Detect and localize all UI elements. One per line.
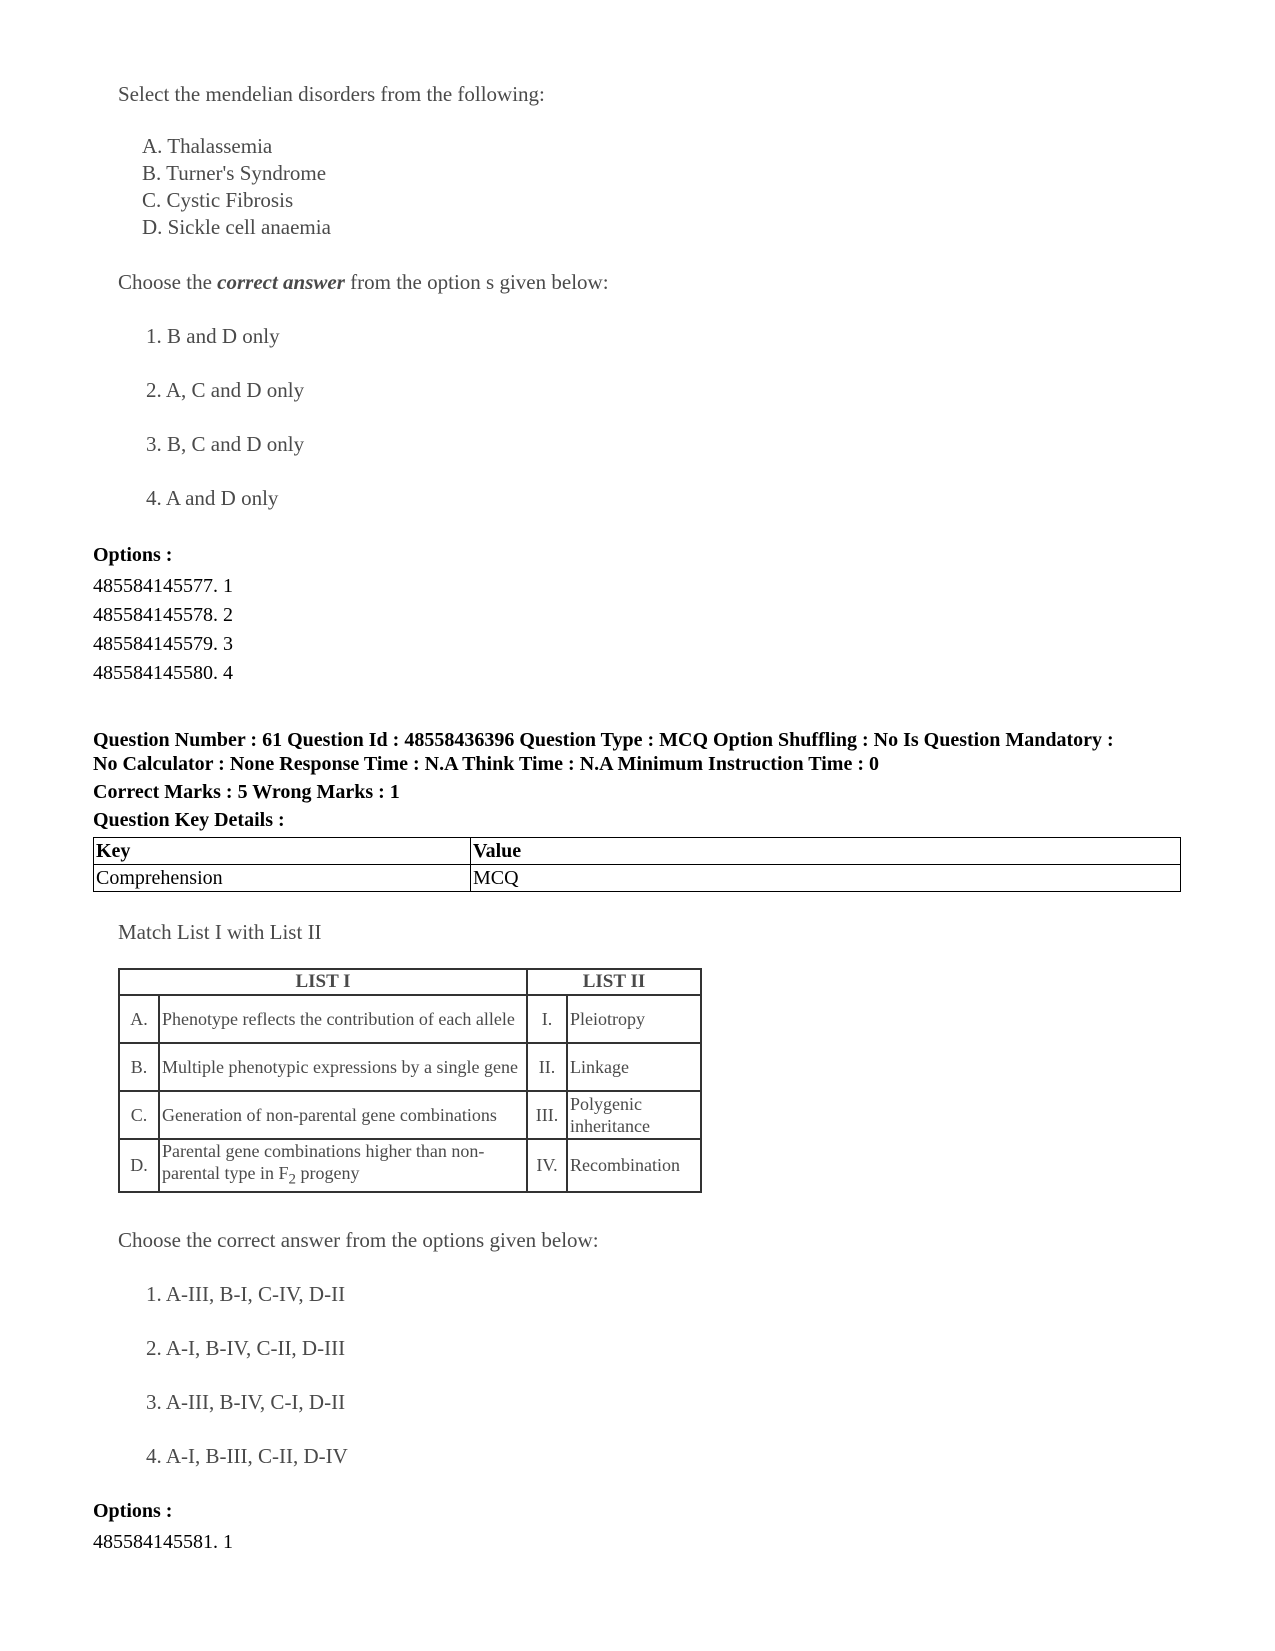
list-item: B. Turner's Syndrome [142, 161, 327, 185]
q61-answer-list [146, 1282, 348, 1498]
list1-header: LIST I [119, 969, 527, 995]
meta-line: Question Number : 61 Question Id : 48558436396 Question Type : MCQ Option Shuffling : No Is Question Mandatory : [93, 729, 1114, 751]
q60-stem: Select the mendelian disorders from the following: [118, 82, 545, 106]
q61-options-label: Options : [93, 1500, 173, 1522]
option-item: 485584145580. 4 [93, 662, 233, 684]
q60-answer-list [146, 324, 304, 540]
desc-tail: progeny [295, 1163, 360, 1183]
list1-desc: Generation of non-parental gene combinations [159, 1091, 527, 1139]
match-list-table [118, 968, 702, 1193]
list1-desc [159, 1139, 527, 1192]
q61-marks: Correct Marks : 5 Wrong Marks : 1 [93, 781, 400, 803]
desc-main: Parental gene combinations higher than non-parental type in F [162, 1141, 485, 1183]
desc-subscript: 2 [288, 1171, 296, 1188]
table-row [119, 1091, 701, 1139]
choose-prefix: Choose the [118, 270, 218, 294]
list1-letter: C. [119, 1091, 159, 1139]
q60-statement-list [142, 133, 331, 241]
table-header-cell: Value [471, 838, 1181, 865]
meta-line: No Calculator : None Response Time : N.A Think Time : N.A Minimum Instruction Time : 0 [93, 753, 879, 775]
list2-numeral: IV. [527, 1139, 567, 1192]
q61-stem: Match List I with List II [118, 920, 322, 944]
list-item: D. Sickle cell anaemia [142, 215, 331, 239]
list1-desc: Multiple phenotypic expressions by a single gene [159, 1043, 527, 1091]
list1-letter: A. [119, 995, 159, 1043]
q60-options-label: Options : [93, 544, 173, 566]
list-item: 3. B, C and D only [146, 432, 305, 456]
list2-numeral: III. [527, 1091, 567, 1139]
table-row [119, 995, 701, 1043]
list-item: 1. A-III, B-I, C-IV, D-II [146, 1282, 346, 1306]
table-header-cell: Key [94, 838, 471, 865]
list2-term: Recombination [567, 1139, 701, 1192]
choose-emphasis: correct answer [217, 270, 345, 294]
list2-term: Pleiotropy [567, 995, 701, 1043]
q60-choose-instruction [118, 270, 609, 295]
list2-term: Linkage [567, 1043, 701, 1091]
list2-numeral: II. [527, 1043, 567, 1091]
list2-header: LIST II [527, 969, 701, 995]
list1-letter: D. [119, 1139, 159, 1192]
choose-suffix: from the option s given below: [344, 270, 609, 294]
table-row [119, 969, 701, 995]
list-item: 3. A-III, B-IV, C-I, D-II [146, 1390, 346, 1414]
table-cell: Comprehension [94, 865, 471, 892]
question-key-table [93, 837, 1181, 892]
table-row [94, 865, 1181, 892]
list1-letter: B. [119, 1043, 159, 1091]
q60-options-list [93, 572, 233, 688]
table-cell: MCQ [471, 865, 1181, 892]
table-row [94, 838, 1181, 865]
list2-term: Polygenic inheritance [567, 1091, 701, 1139]
table-row [119, 1139, 701, 1192]
option-item: 485584145578. 2 [93, 604, 233, 626]
q61-choose-instruction: Choose the correct answer from the options given below: [118, 1228, 599, 1252]
list-item: 4. A and D only [146, 486, 279, 510]
list-item: 4. A-I, B-III, C-II, D-IV [146, 1444, 348, 1468]
list-item: 1. B and D only [146, 324, 280, 348]
q61-key-details-label: Question Key Details : [93, 809, 285, 831]
list1-desc: Phenotype reflects the contribution of each allele [159, 995, 527, 1043]
list-item: 2. A-I, B-IV, C-II, D-III [146, 1336, 346, 1360]
option-item: 485584145579. 3 [93, 633, 233, 655]
list2-numeral: I. [527, 995, 567, 1043]
option-item: 485584145577. 1 [93, 575, 233, 597]
q61-options-list [93, 1528, 233, 1557]
option-item: 485584145581. 1 [93, 1531, 233, 1553]
list-item: 2. A, C and D only [146, 378, 305, 402]
list-item: C. Cystic Fibrosis [142, 188, 294, 212]
q61-meta [93, 728, 1193, 776]
table-row [119, 1043, 701, 1091]
list-item: A. Thalassemia [142, 134, 273, 158]
